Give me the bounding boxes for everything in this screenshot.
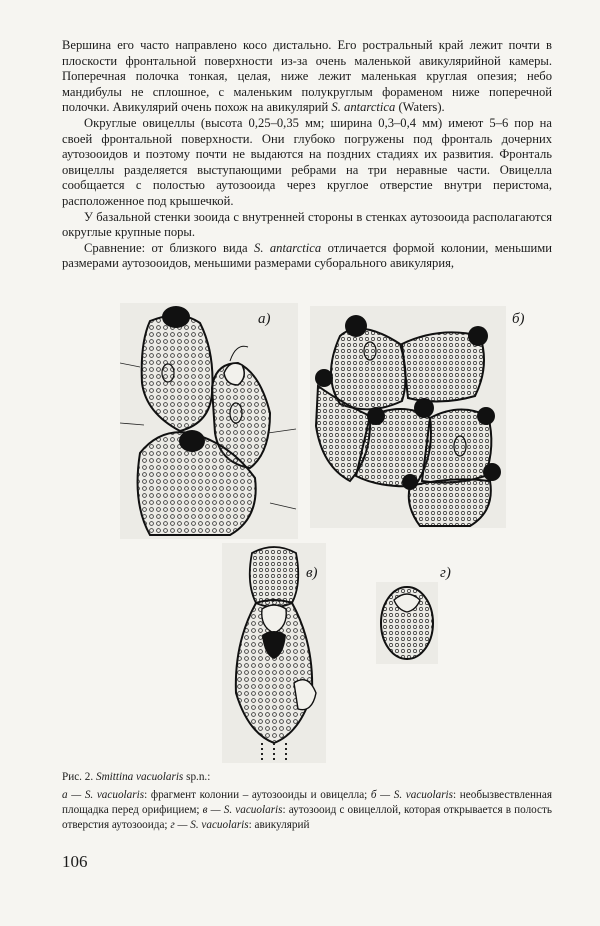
species-name: S. antarctica <box>254 240 322 255</box>
avicularium-illustration <box>376 582 438 664</box>
species-name: Smittina vacuolaris <box>95 771 184 783</box>
paragraph-2: Округлые овицеллы (высота 0,25–0,35 мм; ширина 0,3–0,4 мм) имеют 5–6 пор на своей фронтальной поверхности. Они глубоко погружены под фронталь дочерних аутозооидов и поэтому почти не выдаются на поздних стадиях их развития. Фронталь овицеллы разделяется выступающими ребрами на три неравные части. Овицелла сообщается с полостью аутозооида через круглое отверстие внутри перистома, расположенное под крышечкой. <box>62 115 552 208</box>
paragraph-4: Сравнение: от близкого вида S. antarctica отличается формой колонии, меньшими размерами аутозооидов, меньшими размерами суборального авикулярия, <box>62 240 552 271</box>
figure-label-b: б) <box>512 311 525 327</box>
paragraph-3: У базальной стенки зооида с внутренней стороны в стенках аутозооида располагаются округлые крупные поры. <box>62 209 552 240</box>
figure-label-v: в) <box>306 565 318 581</box>
paragraph-1: Вершина его часто направлено косо дистально. Его ростральный край лежит почти в плоскости фронтальной поверхности из-за очень маленькой авикулярийной камеры. Поперечная полочка тонкая, целая, ниже лежит маленькая круглая опезия; небо мандибулы не сплошное, с маленьким полукруглым фораменом ниже поперечной полочки. Авикулярий очень похож на авикулярий S. antarctica (Waters). <box>62 38 552 115</box>
figure-b-drawing <box>310 306 506 528</box>
figure-a-drawing <box>120 303 298 539</box>
caption-title: Рис. 2. Smittina vacuolaris sp.n.: <box>62 771 211 783</box>
body-text <box>62 38 552 272</box>
figure-label-g: г) <box>440 565 451 581</box>
page-number: 106 <box>62 852 88 871</box>
figure-g-drawing <box>376 582 438 664</box>
figure-caption <box>62 770 552 836</box>
species-name: S. antarctica <box>331 100 396 115</box>
uncalcified-area-illustration <box>310 306 506 528</box>
figure-label-a: а) <box>258 311 271 327</box>
caption-legend: а — S. vacuolaris: фрагмент колонии – аутозооиды и овицелла; б — S. vacuolaris: необызвествленная площадка перед орифицием; в — S. vacuolaris: аутозооид с овицеллой, которая открывается в полость отверстия аутозооида; г — S. vacuolaris: авикулярий <box>62 789 553 831</box>
colony-fragment-illustration <box>120 303 298 539</box>
